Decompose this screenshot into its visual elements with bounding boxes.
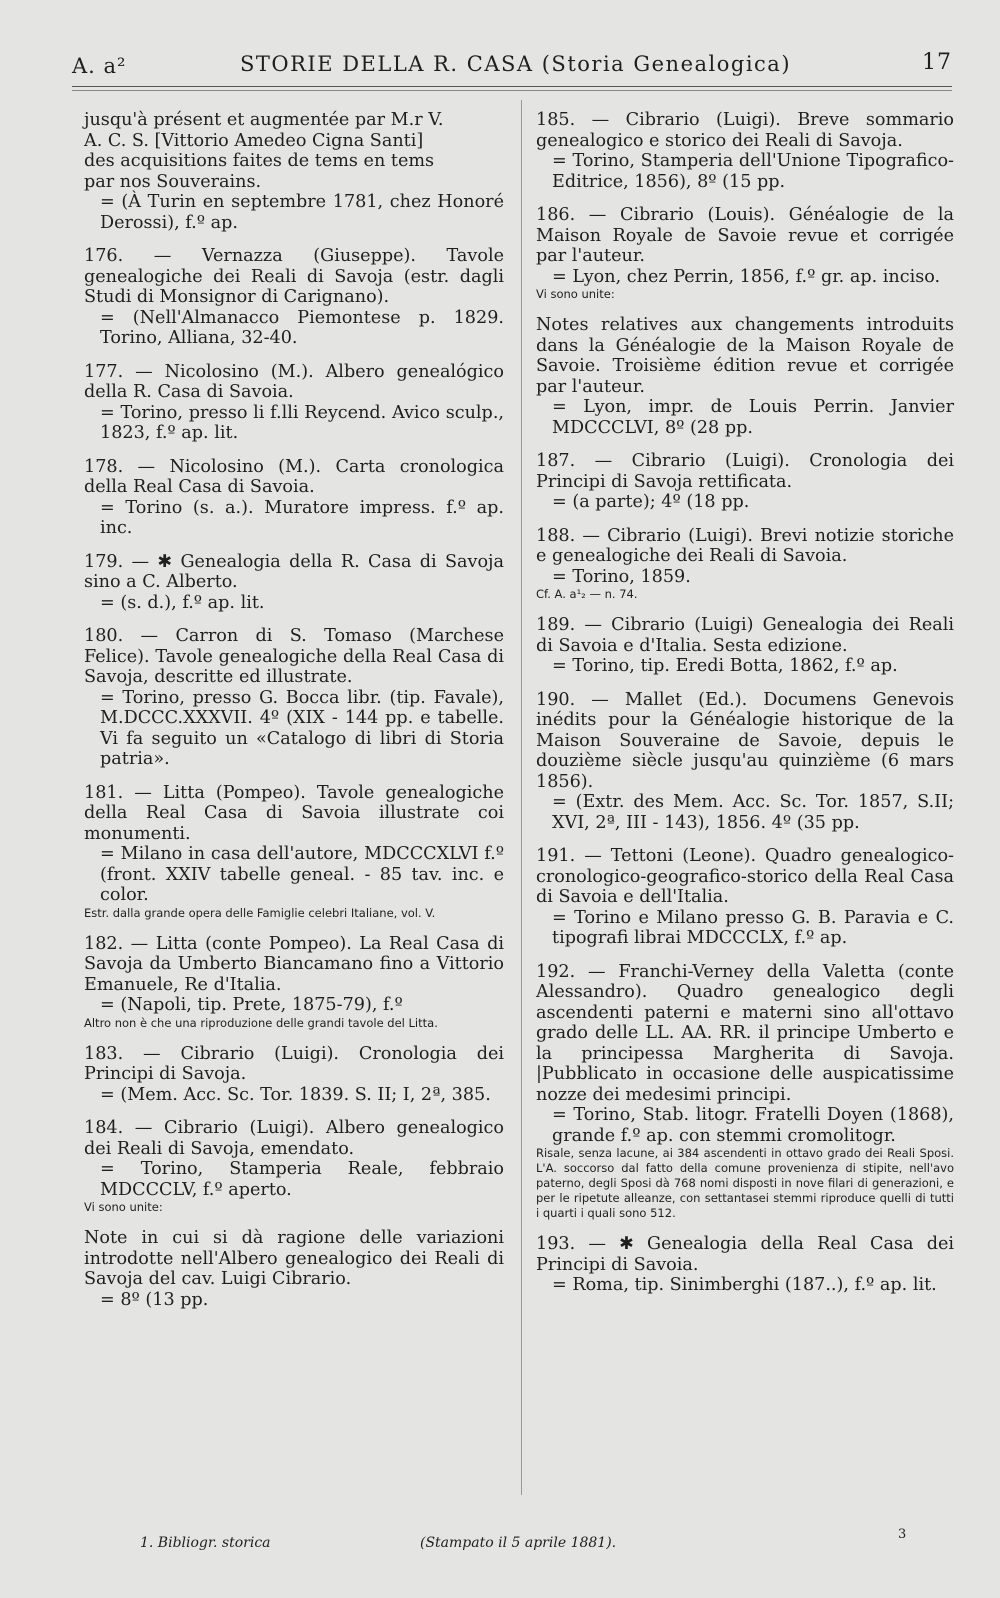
- running-title: STORIE DELLA R. CASA (Storia Genealogica): [240, 52, 792, 76]
- entry-text: A. C. S. [Vittorio Amedeo Cigna Santi]: [84, 130, 424, 151]
- bibliography-entry: [536, 1234, 954, 1296]
- bibliography-entry: [536, 110, 954, 192]
- entry-imprint: = (s. d.), f.º ap. lit.: [100, 592, 265, 613]
- entry-text: 191. — Tettoni (Leone). Quadro genealogico-cronologico-geografico-storico della Real Casa di Savoia e dell'Italia.: [536, 846, 954, 907]
- running-header: [72, 48, 952, 82]
- entry-text: 182. — Litta (conte Pompeo). La Real Casa di Savoja da Umberto Biancamano fino a Vittorio Emanuele, Re d'Italia.: [84, 933, 504, 995]
- entry-text: 180. — Carron di S. Tomaso (Marchese Felice). Tavole genealogiche della Real Casa di Savoja, descritte ed illustrate.: [84, 626, 504, 687]
- entry-imprint: = (À Turin en septembre 1781, chez Honoré Derossi), f.º ap.: [100, 192, 504, 233]
- entry-note: Estr. dalla grande opera delle Famiglie celebri Italiane, vol. V.: [84, 905, 436, 920]
- entry-note: Altro non è che una riproduzione delle grandi tavole del Litta.: [84, 1015, 438, 1030]
- entry-imprint: = Lyon, chez Perrin, 1856, f.º gr. ap. inciso.: [552, 266, 941, 287]
- header-rule: [72, 86, 952, 87]
- entry-text: 192. — Franchi-Verney della Valetta (conte Alessandro). Quadro genealogico degli ascendenti paterni e materni sino all'ottavo grado delle LL. AA. RR. il principe Umberto e la principessa Margherita di Savoja. |Pubblicato in occasione delle auspicatissime nozze dei medesimi principi.: [536, 961, 954, 1105]
- entry-note: Risale, senza lacune, ai 384 ascendenti in ottavo grado dei Reali Sposi. L'A. soccorso dal fatto della comune provenienza di stipite, nell'avo paterno, degli Sposi dà 768 nomi disposti in nove filari di generazioni, e per le ripetute alleanze, con settantasei stemmi riproduce quelli di tutti i quarti i quali sono 512.: [536, 1146, 954, 1220]
- signature-mark: 1. Bibliogr. storica: [140, 1535, 271, 1551]
- signature-number: 3: [898, 1527, 907, 1542]
- entry-imprint: = Torino, Stamperia Reale, febbraio MDCCCLV, f.º aperto.: [100, 1159, 504, 1200]
- entry-text: 181. — Litta (Pompeo). Tavole genealogiche della Real Casa di Savoia illustrate coi monumenti.: [84, 782, 504, 844]
- entry-text: 193. — ✱ Genealogia della Real Casa dei Principi di Savoia.: [536, 1234, 954, 1275]
- entry-text: 184. — Cibrario (Luigi). Albero genealogico dei Reali di Savoja, emendato.: [84, 1118, 504, 1159]
- bibliography-entry: [84, 457, 504, 539]
- entry-imprint: = (Nell'Almanacco Piemontese p. 1829. Torino, Alliana, 32-40.: [100, 307, 504, 348]
- bibliography-entry: [84, 362, 504, 444]
- bibliography-entry: [84, 783, 504, 921]
- entry-imprint: = Torino, 1859.: [552, 566, 691, 587]
- entry-text: 177. — Nicolosino (M.). Albero genealógico della R. Casa di Savoia.: [84, 361, 504, 402]
- entry-imprint: = Milano in casa dell'autore, MDCCCXLVI f.º (front. XXIV tabelle geneal. - 85 tav. inc. e color.: [100, 844, 504, 905]
- bibliography-entry: [84, 110, 504, 233]
- print-date: (Stampato il 5 aprile 1881).: [420, 1535, 617, 1551]
- entry-text: 186. — Cibrario (Louis). Généalogie de la Maison Royale de Savoie revue et corrigée par l'auteur.: [536, 205, 954, 266]
- bibliography-entry: [84, 246, 504, 349]
- entry-text: 179. — ✱ Genealogia della R. Casa di Savoja sino a C. Alberto.: [84, 551, 504, 592]
- entry-imprint: = Torino, Stamperia dell'Unione Tipografico-Editrice, 1856), 8º (15 pp.: [552, 151, 954, 192]
- entry-imprint: = Torino, presso li f.lli Reycend. Avico sculp., 1823, f.º ap. lit.: [100, 402, 504, 443]
- bibliography-entry: [536, 205, 954, 302]
- entry-note: Vi sono unite:: [536, 287, 615, 301]
- bibliography-entry: [536, 846, 954, 949]
- entry-imprint: = Roma, tip. Sinimberghi (187..), f.º ap. lit.: [552, 1275, 937, 1295]
- bibliography-entry: [536, 526, 954, 603]
- bibliography-entry: [84, 1044, 504, 1106]
- header-rule-thin: [72, 90, 952, 91]
- bibliography-entry: [536, 690, 954, 834]
- entry-imprint: = 8º (13 pp.: [100, 1289, 209, 1310]
- bibliography-entry: [84, 552, 504, 614]
- bibliography-entry: [536, 962, 954, 1222]
- section-signature: A. a²: [72, 54, 127, 78]
- entry-text: 190. — Mallet (Ed.). Documens Genevois inédits pour la Généalogie historique de la Maison Souveraine de Savoie, depuis le douzième siècle jusqu'au quinzième (6 mars 1856).: [536, 689, 954, 792]
- bibliography-entry: [536, 615, 954, 677]
- column-divider: [521, 100, 522, 1495]
- left-column: [84, 110, 504, 1323]
- entry-text: Note in cui si dà ragione delle variazioni introdotte nell'Albero genealogico dei Reali di Savoja del cav. Luigi Cibrario.: [84, 1228, 504, 1289]
- entry-text: 185. — Cibrario (Luigi). Breve sommario genealogico e storico dei Reali di Savoja.: [536, 110, 954, 151]
- entry-text: 183. — Cibrario (Luigi). Cronologia dei Principi di Savoja.: [84, 1043, 504, 1084]
- entry-imprint: = Torino (s. a.). Muratore impress. f.º ap. inc.: [100, 497, 504, 538]
- entry-imprint: = Torino, presso G. Bocca libr. (tip. Favale), M.DCCC.XXXVII. 4º (XIX - 144 pp. e tabelle. Vi fa seguito un «Catalogo di libri di Storia patria».: [100, 687, 504, 769]
- bibliography-entry: [84, 626, 504, 770]
- entry-note: Cf. A. a¹₂ — n. 74.: [536, 587, 638, 601]
- entry-text: des acquisitions faites de tems en tems: [84, 151, 435, 171]
- entry-text: 189. — Cibrario (Luigi) Genealogia dei Reali di Savoia e d'Italia. Sesta edizione.: [536, 615, 954, 656]
- entry-note: Vi sono unite:: [84, 1200, 163, 1214]
- entry-imprint: = Torino, tip. Eredi Botta, 1862, f.º ap.: [552, 656, 898, 676]
- bibliography-entry: [536, 451, 954, 513]
- bibliography-entry: [536, 315, 954, 438]
- entry-text: Notes relatives aux changements introduits dans la Généalogie de la Maison Royale de Savoie. Troisième édition revue et corrigée par l'auteur.: [536, 315, 954, 397]
- page-number: 17: [922, 50, 952, 75]
- entry-text: jusqu'à présent et augmentée par M.r V.: [84, 110, 444, 130]
- entry-imprint: = Torino, Stab. litogr. Fratelli Doyen (1868), grande f.º ap. con stemmi cromolitogr.: [552, 1105, 954, 1146]
- bibliography-entry: [84, 1228, 504, 1310]
- page-footer: [84, 1527, 944, 1559]
- entry-imprint: = (a parte); 4º (18 pp.: [552, 492, 750, 512]
- entry-text: 188. — Cibrario (Luigi). Brevi notizie storiche e genealogiche dei Reali di Savoia.: [536, 525, 954, 566]
- entry-text: par nos Souverains.: [84, 171, 262, 192]
- entry-text: 176. — Vernazza (Giuseppe). Tavole genealogiche dei Reali di Savoja (estr. dagli Studi di Monsignor di Carignano).: [84, 246, 504, 307]
- right-column: [536, 110, 954, 1309]
- entry-imprint: = (Mem. Acc. Sc. Tor. 1839. S. II; I, 2ª, 385.: [100, 1084, 491, 1105]
- entry-text: 187. — Cibrario (Luigi). Cronologia dei Principi di Savoja rettificata.: [536, 451, 954, 492]
- entry-text: 178. — Nicolosino (M.). Carta cronologica della Real Casa di Savoia.: [84, 456, 504, 497]
- bibliography-entry: [84, 934, 504, 1031]
- bibliography-entry: [84, 1118, 504, 1215]
- entry-imprint: = (Napoli, tip. Prete, 1875-79), f.º: [100, 995, 403, 1015]
- entry-imprint: = (Extr. des Mem. Acc. Sc. Tor. 1857, S.II; XVI, 2ª, III - 143), 1856. 4º (35 pp.: [552, 792, 954, 833]
- entry-imprint: = Lyon, impr. de Louis Perrin. Janvier MDCCCLVI, 8º (28 pp.: [552, 397, 954, 438]
- entry-imprint: = Torino e Milano presso G. B. Paravia e C. tipografi librai MDCCCLX, f.º ap.: [552, 907, 954, 948]
